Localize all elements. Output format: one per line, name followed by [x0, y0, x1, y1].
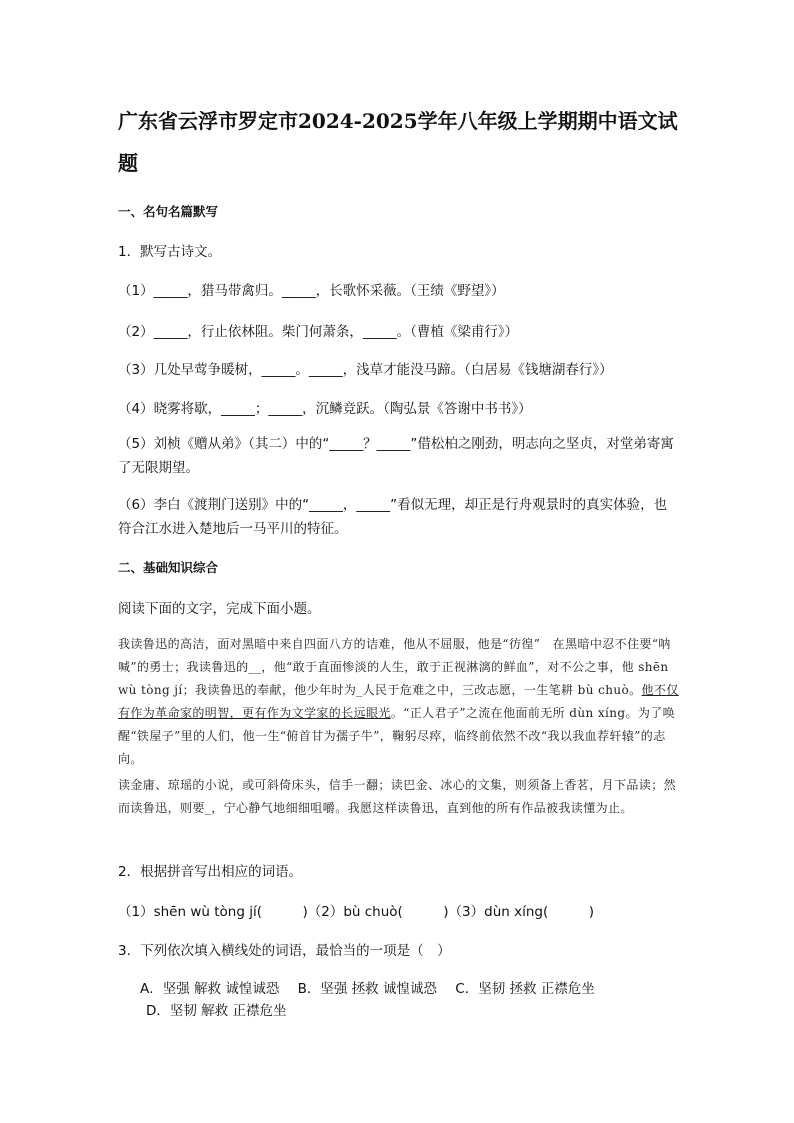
option-d[interactable]: D．坚韧 解救 正襟危坐	[146, 1003, 287, 1019]
option-b[interactable]: B．坚强 拯救 诚惶诚恐	[297, 981, 437, 997]
option-a[interactable]: A．坚强 解救 诚惶诚恐	[140, 981, 280, 997]
document-title: 广东省云浮市罗定市2024-2025学年八年级上学期期中语文试题	[118, 109, 678, 175]
question-1-stem: 1．默写古诗文。	[118, 244, 222, 260]
question-2-stem: 2．根据拼音写出相应的词语。	[118, 864, 303, 880]
question-1-item-6: （6）李白《渡荆门送别》中的“_____，_____”看似无理，却正是行舟观景时的真实体验，也符合江水进入楚地后一马平川的特征。	[118, 497, 668, 537]
question-1-item-5: （5）刘桢《赠从弟》（其二）中的“_____？_____”借松柏之刚劲，明志向之坚贞，对堂弟寄寓了无限期望。	[118, 436, 674, 476]
reading-passage-2: 读金庸、琼瑶的小说，或可斜倚床头，信手一翻；读巴金、冰心的文集，则须备上香茗，月下品读；然而读鲁迅，则要_，宁心静气地细细咀嚼。我愿这样读鲁迅，直到他的所有作品被我读懂为止。	[118, 778, 677, 815]
question-3-stem: 3．下列依次填入横线处的词语，最恰当的一项是（ ）	[118, 943, 451, 959]
question-1-item-3: （3）几处早莺争暖树，_____。_____，浅草才能没马蹄。（白居易《钱塘湖春行》）	[118, 362, 613, 378]
passage-1-text-b: 。“正人君子”之流在他面前无所 dùn xíng。为了唤醒“铁屋子”里的人们，他一生“俯首甘为孺子牛”，鞠躬尽瘁，临终前依然不改“我以我血荐轩辕”的志向。	[118, 706, 676, 766]
question-1-item-2: （2）_____，行止依林阻。柴门何萧条，_____。（曹植《梁甫行》）	[118, 324, 519, 340]
question-1-item-1: （1）_____，猎马带禽归。_____，长歌怀采薇。（王绩《野望》）	[118, 283, 505, 299]
passage-1-text-a: 我读鲁迅的高洁，面对黑暗中来自四面八方的诘难，他从不屈服，他是“彷徨” 在黑暗中忍不住要“呐喊”的勇士；我读鲁迅的__，他“敢于直面惨淡的人生，敢于正视淋漓的鲜血”，对不公之事，他 shēn wù tòng jí；我读鲁迅的奉献，他少年时为_人民于危难之中，三改志愿，一生笔耕 bù chuò。	[118, 637, 671, 697]
section-heading-recitation: 一、名句名篇默写	[118, 204, 219, 219]
section-heading-basics: 二、基础知识综合	[118, 560, 219, 575]
reading-passage-1	[118, 633, 682, 771]
question-2-items: （1）shēn wù tòng jí( )（2）bù chuò( )（3）dùn xíng( )	[118, 904, 595, 920]
passage-1-underlined-sentence: 他不仅有作为革命家的明智，更有作为文学家的长远眼光	[118, 683, 679, 720]
question-1-item-4: （4）晓雾将歇，_____；_____，沉鳞竞跃。（陶弘景《答谢中书书》）	[118, 401, 532, 417]
question-3-options	[140, 978, 680, 1022]
reading-instruction: 阅读下面的文字，完成下面小题。	[118, 601, 321, 617]
option-c[interactable]: C．坚韧 拯救 正襟危坐	[455, 981, 595, 997]
